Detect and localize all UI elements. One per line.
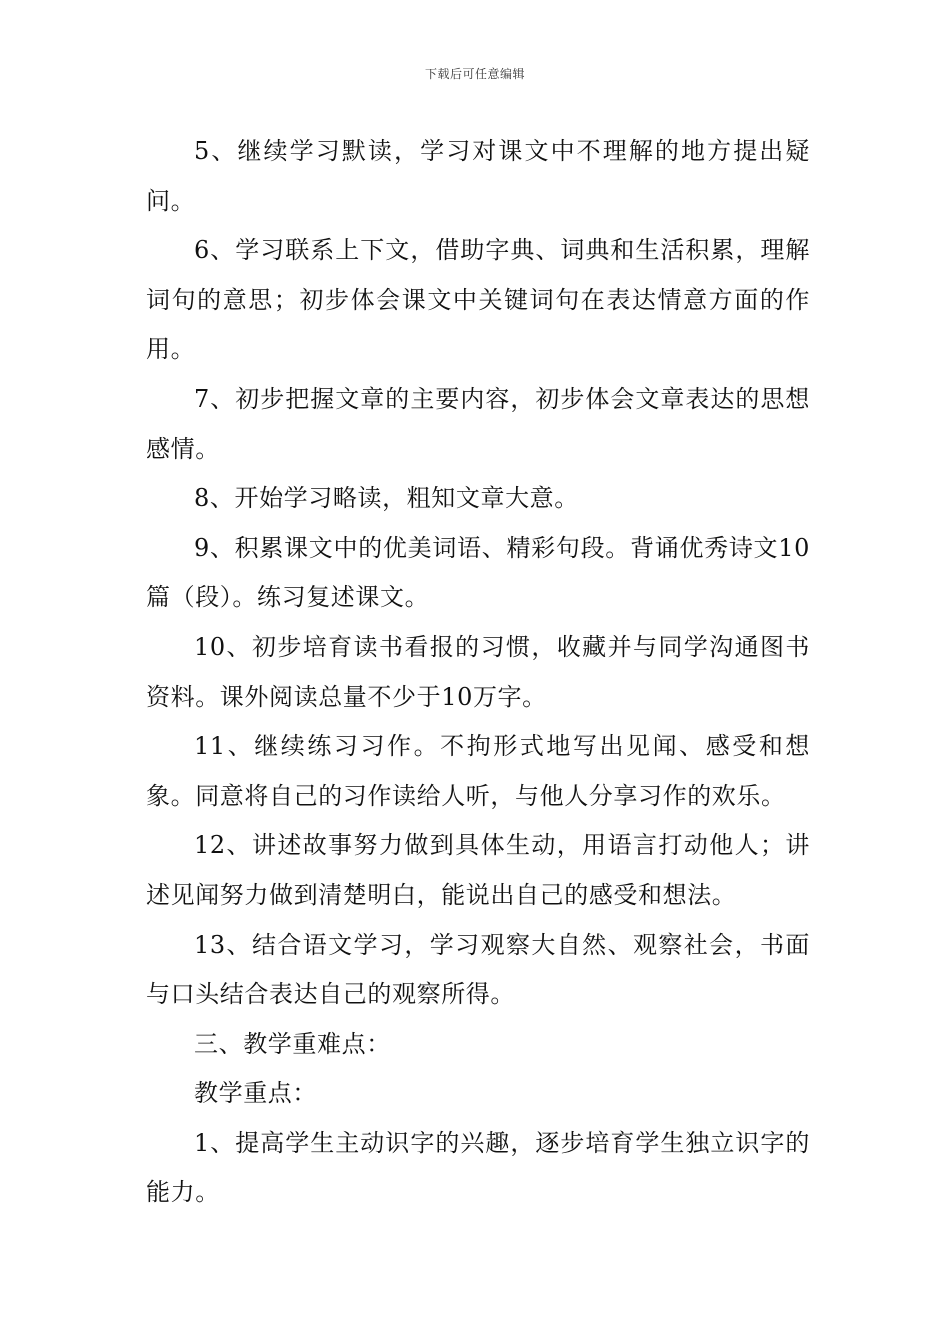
paragraph-item-12: 12、讲述故事努力做到具体生动，用语言打动他人；讲述见闻努力做到清楚明白，能说出自己的感受和想法。 <box>146 831 810 909</box>
paragraph-item-7: 7、初步把握文章的主要内容，初步体会文章表达的思想感情。 <box>146 384 810 463</box>
document-body <box>146 127 810 1218</box>
paragraph-item-10: 10、初步培育读书看报的习惯，收藏并与同学沟通图书资料。课外阅读总量不少于10万字。 <box>146 632 810 711</box>
paragraph-item-5: 5、继续学习默读，学习对课文中不理解的地方提出疑问。 <box>146 137 810 215</box>
page-header: 下载后可任意编辑 <box>424 67 525 81</box>
paragraph-item-9: 9、积累课文中的优美词语、精彩句段。背诵优秀诗文10篇（段）。练习复述课文。 <box>146 533 810 612</box>
paragraph-item-11: 11、继续练习习作。不拘形式地写出见闻、感受和想象。同意将自己的习作读给人听，与他人分享习作的欢乐。 <box>146 732 810 810</box>
subsection-heading: 教学重点： <box>194 1079 317 1108</box>
paragraph-item-8: 8、开始学习略读，粗知文章大意。 <box>194 484 579 513</box>
paragraph-item-6: 6、学习联系上下文，借助字典、词典和生活积累，理解词句的意思；初步体会课文中关键词句在表达情意方面的作用。 <box>146 236 810 364</box>
paragraph-item-13: 13、结合语文学习，学习观察大自然、观察社会，书面与口头结合表达自己的观察所得。 <box>146 930 810 1009</box>
section-heading: 三、教学重难点： <box>194 1029 391 1058</box>
paragraph-item-1: 1、提高学生主动识字的兴趣，逐步培育学生独立识字的能力。 <box>146 1128 810 1207</box>
